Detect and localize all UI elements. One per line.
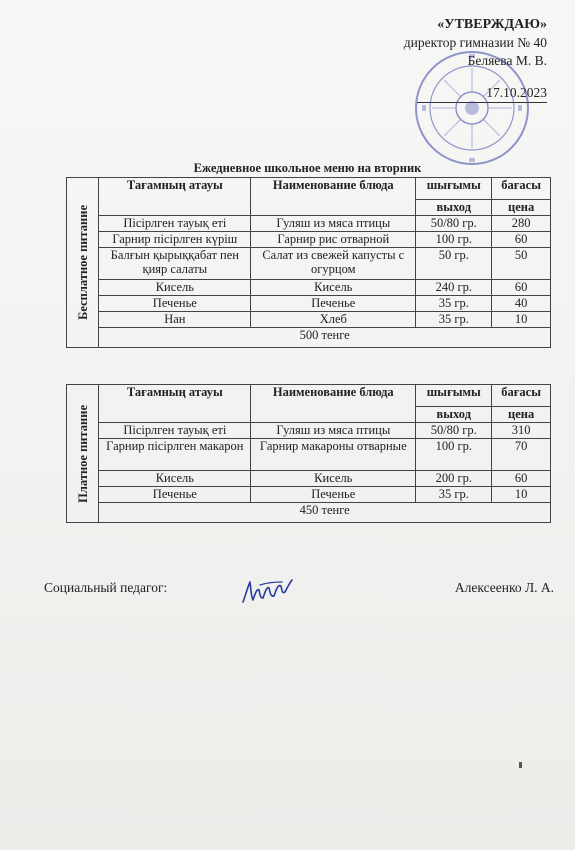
dish-price: 310 bbox=[492, 423, 551, 439]
dish-yield: 100 гр. bbox=[416, 232, 492, 248]
dish-ru: Кисель bbox=[251, 280, 416, 296]
dish-kz: Печенье bbox=[99, 296, 251, 312]
table-row bbox=[67, 439, 551, 471]
dish-kz: Нан bbox=[99, 312, 251, 328]
dish-price: 60 bbox=[492, 471, 551, 487]
free-menu-table bbox=[66, 177, 551, 348]
table-row bbox=[67, 471, 551, 487]
dish-yield: 240 гр. bbox=[416, 280, 492, 296]
page-mark bbox=[519, 762, 522, 768]
table-row bbox=[67, 487, 551, 503]
table-row bbox=[67, 296, 551, 312]
dish-yield: 35 гр. bbox=[416, 487, 492, 503]
dish-price: 10 bbox=[492, 312, 551, 328]
dish-yield: 50/80 гр. bbox=[416, 216, 492, 232]
dish-ru: Гарнир рис отварной bbox=[251, 232, 416, 248]
dish-kz: Пісірлген тауық еті bbox=[99, 216, 251, 232]
dish-kz: Печенье bbox=[99, 487, 251, 503]
dish-yield: 50/80 гр. bbox=[416, 423, 492, 439]
header-price-kz: бағасы bbox=[492, 178, 551, 200]
dish-yield: 35 гр. bbox=[416, 312, 492, 328]
dish-kz: Кисель bbox=[99, 280, 251, 296]
approval-position: директор гимназии № 40 bbox=[403, 35, 547, 50]
dish-yield: 50 гр. bbox=[416, 248, 492, 280]
dish-price: 60 bbox=[492, 232, 551, 248]
table-row bbox=[67, 312, 551, 328]
header-kz-name: Тағамның атауы bbox=[99, 178, 251, 216]
table-row bbox=[67, 232, 551, 248]
header-ru-name: Наименование блюда bbox=[251, 385, 416, 423]
dish-price: 280 bbox=[492, 216, 551, 232]
dish-yield: 200 гр. bbox=[416, 471, 492, 487]
approval-title: «УТВЕРЖДАЮ» bbox=[437, 17, 547, 32]
free-menu-label-cell bbox=[67, 178, 99, 348]
header-price-kz: бағасы bbox=[492, 385, 551, 407]
header-price-ru: цена bbox=[492, 407, 551, 423]
dish-yield: 35 гр. bbox=[416, 296, 492, 312]
table-row bbox=[67, 423, 551, 439]
header-yield-kz: шығымы bbox=[416, 385, 492, 407]
dish-kz: Пісірлген тауық еті bbox=[99, 423, 251, 439]
approval-name: Беляева М. В. bbox=[467, 53, 547, 68]
dish-price: 50 bbox=[492, 248, 551, 280]
header-kz-name: Тағамның атауы bbox=[99, 385, 251, 423]
header-yield-ru: выход bbox=[416, 407, 492, 423]
paid-menu-label: Платное питание bbox=[75, 404, 90, 503]
free-menu-total: 500 тенге bbox=[99, 328, 551, 348]
dish-kz: Кисель bbox=[99, 471, 251, 487]
signer-name: Алексеенко Л. А. bbox=[454, 580, 554, 595]
table-row bbox=[67, 248, 551, 280]
dish-kz: Гарнир пісірлген күріш bbox=[99, 232, 251, 248]
official-stamp-icon bbox=[412, 48, 532, 168]
paid-menu-total: 450 тенге bbox=[99, 503, 551, 523]
approval-date: 17.10.2023 bbox=[417, 84, 547, 103]
dish-price: 70 bbox=[492, 439, 551, 471]
dish-price: 60 bbox=[492, 280, 551, 296]
menu-title: Ежедневное школьное меню на вторник bbox=[193, 161, 422, 175]
header-yield-ru: выход bbox=[416, 200, 492, 216]
header-price-ru: цена bbox=[492, 200, 551, 216]
dish-ru: Хлеб bbox=[251, 312, 416, 328]
dish-ru: Гарнир макароны отварные bbox=[251, 439, 416, 471]
table-row bbox=[67, 216, 551, 232]
free-menu-label: Бесплатное питание bbox=[75, 205, 90, 320]
dish-ru: Кисель bbox=[251, 471, 416, 487]
handwritten-signature-icon bbox=[240, 576, 295, 606]
dish-ru: Гуляш из мяса птицы bbox=[251, 216, 416, 232]
header-ru-name: Наименование блюда bbox=[251, 178, 416, 216]
dish-price: 40 bbox=[492, 296, 551, 312]
dish-price: 10 bbox=[492, 487, 551, 503]
signer-role: Социальный педагог: bbox=[44, 580, 168, 595]
table-row bbox=[67, 280, 551, 296]
dish-kz: Балғын қырыққабат пен қияр салаты bbox=[99, 248, 251, 280]
dish-ru: Печенье bbox=[251, 487, 416, 503]
dish-yield: 100 гр. bbox=[416, 439, 492, 471]
paid-menu-label-cell bbox=[67, 385, 99, 523]
dish-kz: Гарнир пісірлген макарон bbox=[99, 439, 251, 471]
dish-ru: Гуляш из мяса птицы bbox=[251, 423, 416, 439]
dish-ru: Салат из свежей капусты с огурцом bbox=[251, 248, 416, 280]
header-yield-kz: шығымы bbox=[416, 178, 492, 200]
paid-menu-table bbox=[66, 384, 551, 523]
dish-ru: Печенье bbox=[251, 296, 416, 312]
